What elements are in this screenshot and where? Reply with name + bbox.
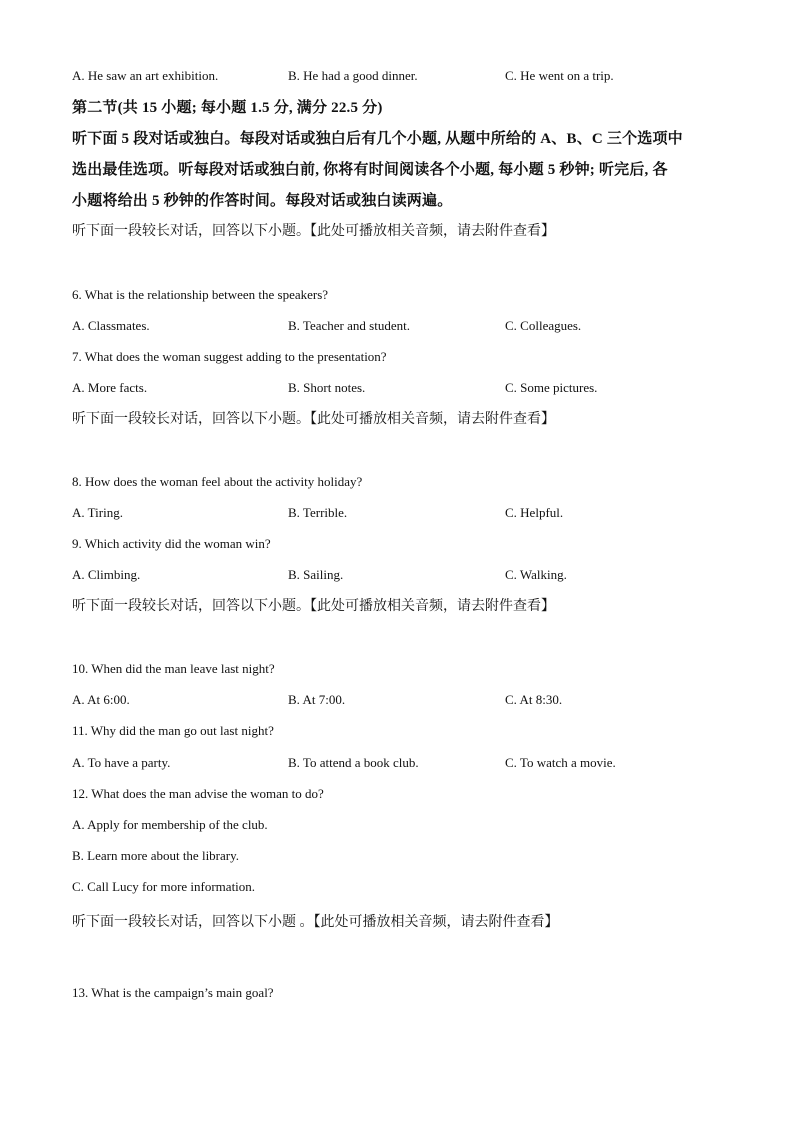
option-b: B. Learn more about the library. xyxy=(72,848,240,863)
option-a: A. Classmates. xyxy=(72,318,150,333)
question-text: 6. What is the relationship between the speakers? xyxy=(72,287,329,302)
question-text: 11. Why did the man go out last night? xyxy=(72,723,274,738)
option-a: A. Tiring. xyxy=(72,505,123,520)
option-a: A. He saw an art exhibition. xyxy=(72,68,219,83)
question-text: 13. What is the campaign’s main goal? xyxy=(72,985,274,1000)
audio-notice: 听下面一段较长对话，回答以下小题。【此处可播放相关音频，请去附件查看】 xyxy=(72,412,555,427)
option-b: B. Terrible. xyxy=(288,505,348,520)
option-a: A. Climbing. xyxy=(72,567,141,582)
option-b: B. To attend a book club. xyxy=(288,755,419,770)
option-b: B. Teacher and student. xyxy=(288,318,410,333)
section-instructions-line: 选出最佳选项。听每段对话或独白前, 你将有时间阅读各个小题, 每小题 5 秒钟; 听完后, 各 xyxy=(72,162,668,178)
option-b: B. He had a good dinner. xyxy=(288,68,418,83)
option-c: C. Some pictures. xyxy=(505,380,598,395)
option-c: C. Colleagues. xyxy=(505,318,582,333)
option-a: A. More facts. xyxy=(72,380,148,395)
audio-notice: 听下面一段较长对话，回答以下小题 。【此处可播放相关音频，请去附件查看】 xyxy=(72,915,559,930)
audio-notice: 听下面一段较长对话，回答以下小题。【此处可播放相关音频，请去附件查看】 xyxy=(72,599,555,614)
option-c: C. At 8:30. xyxy=(505,692,563,707)
option-c: C. Helpful. xyxy=(505,505,564,520)
section-instructions-line: 听下面 5 段对话或独白。每段对话或独白后有几个小题, 从题中所给的 A、B、C 三个选项中 xyxy=(72,131,683,147)
option-a: A. At 6:00. xyxy=(72,692,130,707)
audio-notice: 听下面一段较长对话，回答以下小题。【此处可播放相关音频，请去附件查看】 xyxy=(72,224,555,239)
option-a: A. Apply for membership of the club. xyxy=(72,817,268,832)
section-title: 第二节(共 15 小题; 每小题 1.5 分, 满分 22.5 分) xyxy=(72,100,383,116)
option-c: C. Walking. xyxy=(505,567,567,582)
question-text: 7. What does the woman suggest adding to the presentation? xyxy=(72,349,387,364)
question-text: 12. What does the man advise the woman to do? xyxy=(72,786,324,801)
option-c: C. To watch a movie. xyxy=(505,755,616,770)
option-b: B. Short notes. xyxy=(288,380,366,395)
option-c: C. He went on a trip. xyxy=(505,68,614,83)
question-text: 9. Which activity did the woman win? xyxy=(72,536,271,551)
option-b: B. At 7:00. xyxy=(288,692,346,707)
question-text: 8. How does the woman feel about the activity holiday? xyxy=(72,474,363,489)
option-c: C. Call Lucy for more information. xyxy=(72,879,256,894)
option-b: B. Sailing. xyxy=(288,567,344,582)
section-instructions-line: 小题将给出 5 秒钟的作答时间。每段对话或独白读两遍。 xyxy=(72,193,453,209)
option-a: A. To have a party. xyxy=(72,755,171,770)
question-text: 10. When did the man leave last night? xyxy=(72,661,275,676)
